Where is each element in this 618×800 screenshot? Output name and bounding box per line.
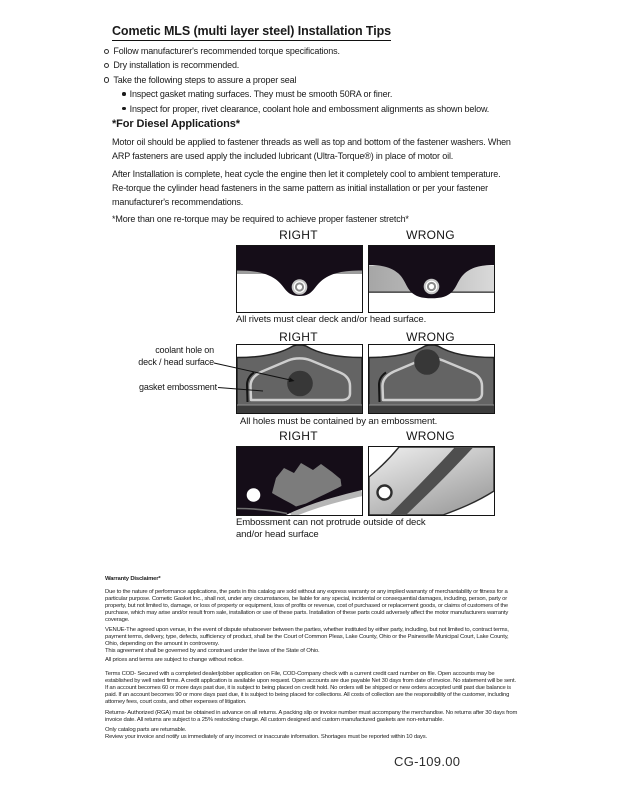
embossment-protrusion-right-diagram	[237, 447, 362, 515]
row1-right-label: RIGHT	[279, 228, 318, 242]
tip-bullet	[104, 58, 544, 72]
row3-caption	[236, 517, 426, 541]
diagram-row1-right	[236, 245, 363, 313]
disclaimer-paragraph: Review your invoice and notify us immediately of any incorrect or inaccurate information. Shortages must be reported within 10 days.	[105, 734, 427, 740]
disclaimer-paragraph: This agreement shall be governed by and construed under the laws of the State of Ohio.	[105, 648, 320, 654]
diesel-paragraph: After Installation is complete, heat cycle the engine then let it completely cool to ambient temperature. Re-torque the cylinder head fasteners in the same pattern as initial installation or per your fastener manufacturer's recommendations.	[112, 169, 501, 208]
bolt-hole-icon	[247, 488, 261, 502]
page-title: Cometic MLS (multi layer steel) Installation Tips	[112, 24, 391, 41]
tip-bullet-text: Follow manufacturer's recommended torque specifications.	[113, 46, 340, 56]
embossment-containment-right-diagram	[237, 345, 362, 413]
row3-wrong-label: WRONG	[406, 429, 455, 443]
rivet-clearance-wrong-diagram	[369, 246, 494, 312]
coolant-hole	[414, 349, 440, 375]
tip-sub-bullet-text: Inspect for proper, rivet clearance, coolant hole and embossment alignments as shown below.	[129, 103, 490, 114]
disclaimer-paragraph: VENUE-The agreed upon venue, in the event of dispute whatsoever between the parties, whether instituted by either party, including, but not limited to, contract terms, payment terms, delivery, type, defects, sufficiency of product, shall be the Court of Common Pleas, Lake County, Ohio or the Painesville Municipal Court, Lake County, Ohio, depending on the amount in controversy.	[105, 627, 509, 647]
row1-wrong-label: WRONG	[406, 228, 455, 242]
disclaimer-paragraph: Terms COD- Secured with a completed dealer/jobber application on File, COD-Company check with a current credit card number on file. Open accounts may be established by well rated firms. A credit application is available upon request. Open accounts are due payable Net 30 days from date of invoice. No statement will be sent. If an account becomes 60 or more days past due, it is subject to being placed on credit hold. No orders will be shipped or new orders accepted until past due balance is paid. If an account becomes 90 or more days past due, it is subject to being placed for collections. All costs of collection are the responsibility of the customer, including attorney fees, court costs, and other expenses of litigation.	[105, 671, 516, 705]
retorque-note: *More than one re-torque may be required to achieve proper fastener stretch*	[112, 214, 409, 224]
row1-caption: All rivets must clear deck and/or head surface.	[236, 314, 427, 325]
row3-caption-line2: and/or head surface	[236, 528, 319, 540]
rivet-clearance-right-diagram	[237, 246, 362, 312]
tip-bullet-text: Dry installation is recommended.	[113, 60, 240, 71]
tip-sub-bullet	[104, 87, 544, 101]
diesel-applications-heading: *For Diesel Applications*	[112, 118, 240, 130]
tip-sub-bullet-text: Inspect gasket mating surfaces. They must be smooth 50RA or finer.	[129, 89, 393, 100]
row2-wrong-label: WRONG	[406, 330, 455, 344]
row3-caption-line1: Embossment can not protrude outside of deck	[236, 517, 426, 528]
coolant-hole-label-line1: coolant hole on	[155, 345, 214, 355]
page-number: CG-109.00	[394, 754, 461, 769]
deck-edge-strip	[237, 406, 362, 414]
disclaimer-paragraph: Due to the nature of performance applications, the parts in this catalog are sold without any express warranty or any implied warranty of merchantability or fitness for a particular purpose. Cometic Gasket Inc., shall not, under any circumstances, be liable for any special, incidental or consequential damages, including, person, party or property, but not limited to, damage, or loss of property or equipment, loss of profits or revenue, cost of purchased or replacement goods, or claims of customers of the purchase, which may arise and/or result from sale, installation or use of these parts. Installation of these parts could adversely affect the motor manufacturers warranty coverage.	[105, 589, 509, 623]
row2-right-label: RIGHT	[279, 330, 318, 344]
installation-tips-list	[104, 44, 544, 116]
diesel-paragraph: Motor oil should be applied to fastener threads as well as top and bottom of the fastener washers. When ARP fasteners are used apply the included lubricant (Ultra-Torque®) in place of motor oil.	[112, 137, 511, 162]
rivet-icon	[292, 279, 308, 295]
open-bullet-icon	[104, 49, 109, 54]
coolant-hole-label-line2: deck / head surface	[138, 356, 214, 367]
diagram-row3-right	[236, 446, 363, 516]
disclaimer-paragraph: All prices and terms are subject to change without notice.	[105, 657, 244, 663]
coolant-hole-label	[104, 345, 214, 369]
open-bullet-icon	[104, 63, 109, 68]
tip-sub-bullet	[104, 102, 544, 116]
warranty-disclaimer	[105, 576, 519, 741]
tip-bullet	[104, 73, 544, 87]
disclaimer-paragraph: Only catalog parts are returnable.	[105, 727, 187, 733]
tip-bullet	[104, 44, 544, 58]
open-bullet-icon	[104, 77, 109, 82]
bolt-hole-icon	[378, 486, 392, 500]
gasket-embossment-label: gasket embossment	[139, 382, 217, 392]
deck-edge-strip	[369, 406, 494, 414]
filled-bullet-icon	[122, 107, 126, 111]
coolant-hole	[287, 371, 313, 397]
filled-bullet-icon	[122, 92, 126, 96]
diagram-row2-right	[236, 344, 363, 414]
row2-caption: All holes must be contained by an embossment.	[240, 416, 438, 427]
rivet-icon	[424, 279, 440, 295]
disclaimer-heading: Warranty Disclaimer*	[105, 576, 161, 582]
row3-right-label: RIGHT	[279, 429, 318, 443]
diagram-row2-wrong	[368, 344, 495, 414]
diagram-row1-wrong	[368, 245, 495, 313]
disclaimer-paragraph: Returns- Authorized (RGA) must be obtained in advance on all returns. A packing slip or invoice number must accompany the merchandise. No returns after 30 days from invoice date. All returns are subject to a 25% restocking charge. All custom designed and custom manufactured gaskets are non-returnable.	[105, 710, 518, 723]
tip-bullet-text: Take the following steps to assure a proper seal	[113, 74, 297, 85]
embossment-containment-wrong-diagram	[369, 345, 494, 413]
embossment-protrusion-wrong-diagram	[369, 447, 494, 515]
diagram-row3-wrong	[368, 446, 495, 516]
